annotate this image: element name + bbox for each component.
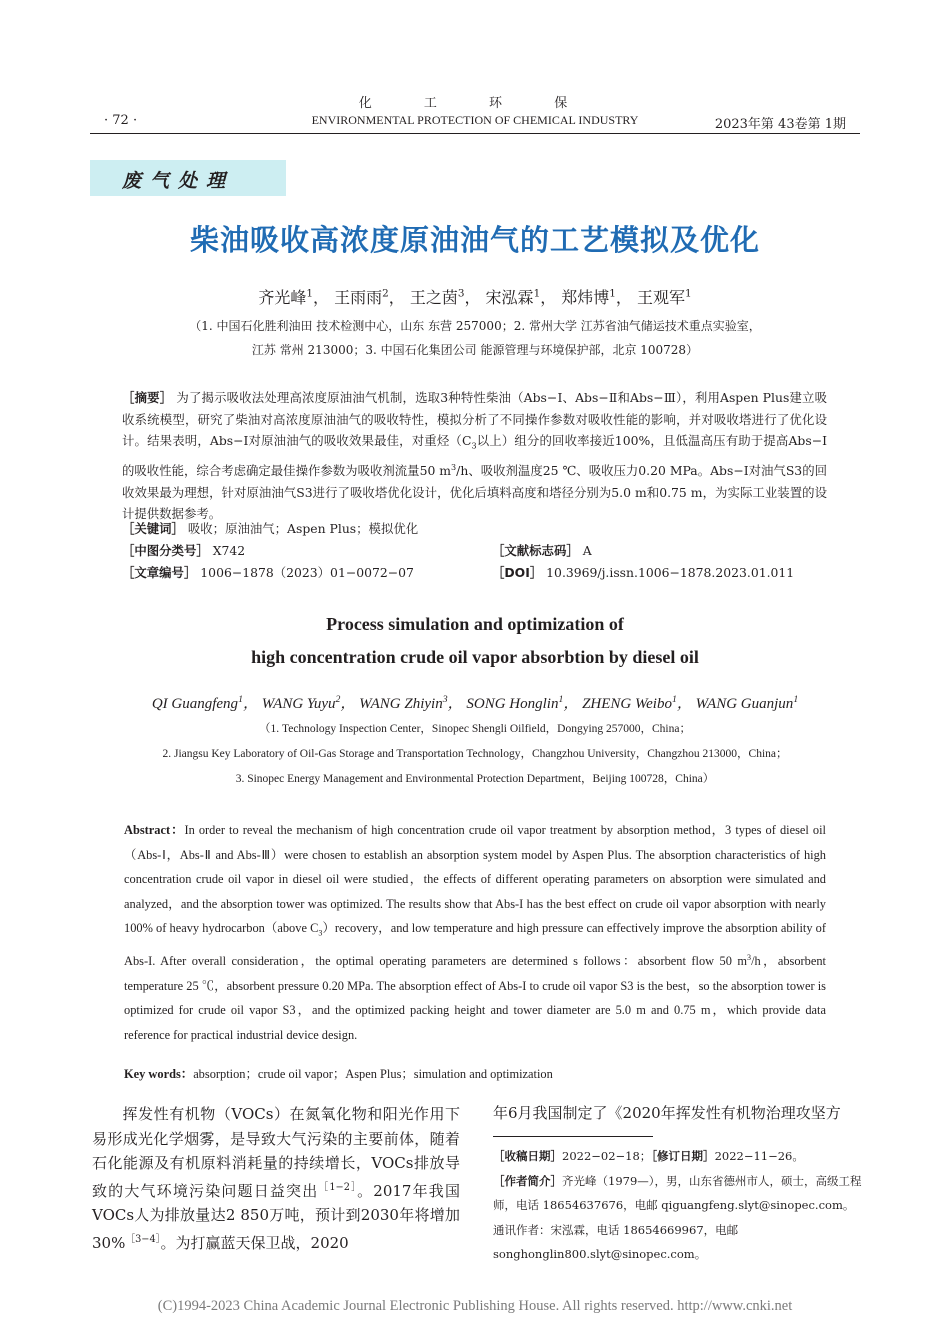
author-affil-sup: 1 bbox=[671, 694, 677, 705]
author-bio-label: ［作者简介］ bbox=[493, 1173, 562, 1188]
author-affil-sup: 1 bbox=[306, 287, 313, 300]
body-text: 。为打赢蓝天保卫战，2020 bbox=[160, 1233, 349, 1252]
article-number bbox=[122, 563, 414, 581]
clc-label: ［中图分类号］ bbox=[122, 543, 209, 558]
citation[interactable]: ［3−4］ bbox=[125, 1233, 161, 1245]
abstract-en bbox=[124, 818, 826, 1047]
affiliation-en-line1: （1. Technology Inspection Center，Sinopec Shengli Oilfield，Dongying 257000，China； bbox=[259, 723, 691, 735]
author-affil-sup: 1 bbox=[533, 287, 541, 300]
issue-info: 2023年第 43卷第 1期 bbox=[714, 117, 846, 132]
page-number: · 72 · bbox=[104, 113, 138, 128]
author-affil-sup: 3 bbox=[442, 694, 448, 705]
revised-date: 2022−11−26。 bbox=[714, 1149, 804, 1163]
affiliation-cn-line2: 江苏 常州 213000；3. 中国石化集团公司 能源管理与环境保护部，北京 100728） bbox=[251, 343, 699, 357]
author-affil-sup: 3 bbox=[457, 287, 465, 300]
abstract-en-text: In order to reveal the mechanism of high concentration crude oil vapor treatment by absorption method，3 types of diesel oil（Abs-Ⅰ，Abs-Ⅱ and Abs-Ⅲ）were chosen to establish an absorption system model by Aspen Plus. The absorption characteristics of high concentration crude oil vapor in diesel oil were studied，the effects of different operating parameters on absorption were simulated and analyzed，and the absorption tower was optimized. The results show that Abs-I has the best effect on crude oil vapor absorption with nearly 100% of heavy hydrocarbon（above C bbox=[124, 823, 826, 935]
affiliation-cn-line1: （1. 中国石化胜利油田 技术检测中心，山东 东营 257000；2. 常州大学 江苏省油气储运技术重点实验室， bbox=[189, 319, 761, 333]
clc-number bbox=[122, 541, 245, 559]
footnote-rule bbox=[493, 1136, 653, 1137]
body-text: 挥发性有机物（VOCs）在氮氧化物和阳光作用下易形成光化学烟雾，是导致大气污染的主要前体，随着石化能源及有机原料消耗量的持续增长，VOCs排放导致的大气环境污染问题日益突出 bbox=[92, 1105, 460, 1200]
body-text-right: 年6月我国制定了《2020年挥发性有机物治理攻坚方 bbox=[493, 1104, 841, 1122]
abstract-cn-sub: 3 bbox=[471, 441, 477, 451]
footnotes bbox=[493, 1144, 867, 1267]
section-label: 废气处理 bbox=[122, 170, 235, 192]
author-affil-sup: 2 bbox=[382, 287, 389, 300]
author-en: SONG Honglin bbox=[466, 696, 559, 712]
author-en: WANG Zhiyin bbox=[359, 696, 443, 712]
abstract-en-sub: 3 bbox=[318, 928, 323, 938]
citation[interactable]: ［1−2］ bbox=[318, 1181, 358, 1193]
doc-code-value: A bbox=[582, 543, 592, 558]
keywords-cn-label: ［关键词］ bbox=[122, 521, 184, 536]
author-bio bbox=[493, 1169, 867, 1218]
author-cn: 齐光峰 bbox=[258, 288, 307, 307]
abstract-en-text: /h，absorbent temperature 25 ℃，absorbent pressure 0.20 MPa. The absorption effect of Abs-I to crude oil vapor S3 is the best，so the absorption tower is optimized for crude oil vapor S3，and the optimized packing height and tower diameter are 5.0 m and 0.75 m，which provide data reference for practical industrial device design. bbox=[124, 954, 827, 1042]
received-label: ［收稿日期］ bbox=[493, 1149, 562, 1163]
author-cn: 郑炜博 bbox=[561, 288, 610, 307]
document-code bbox=[492, 541, 592, 559]
author-en: WANG Yuyu bbox=[261, 696, 336, 712]
author-affil-sup: 1 bbox=[793, 694, 799, 705]
doi-label: ［DOI］ bbox=[492, 565, 543, 580]
header-rule bbox=[90, 133, 860, 134]
body-text-left bbox=[92, 1102, 460, 1255]
doi-value[interactable]: 10.3969/j.issn.1006−1878.2023.01.011 bbox=[546, 565, 795, 580]
doi bbox=[492, 563, 794, 581]
author-en: WANG Guanjun bbox=[695, 696, 794, 712]
affiliation-en-line2: 2. Jiangsu Key Laboratory of Oil-Gas Storage and Transportation Technology，Changzhou University，Changzhou 213000，China； bbox=[162, 748, 788, 760]
copyright-footer: (C)1994-2023 China Academic Journal Electronic Publishing House. All rights reserved. http://www.cnki.net bbox=[157, 1298, 793, 1314]
received-dates bbox=[493, 1144, 867, 1169]
author-affil-sup: 1 bbox=[558, 694, 564, 705]
doc-code-label: ［文献标志码］ bbox=[492, 543, 579, 558]
authors-cn: 齐光峰$^1$， 王雨雨$^2$， 王之茵$^3$， 宋泓霖$^1$， 郑炜博$^1$， 王观军$^1$ bbox=[258, 287, 692, 307]
author-cn: 王雨雨 bbox=[334, 288, 383, 307]
abstract-cn bbox=[122, 387, 827, 525]
title-en-line2: high concentration crude oil vapor absorbtion by diesel oil bbox=[251, 647, 699, 667]
corresponding-author: 通讯作者：宋泓霖，电话 18654669967，电邮 songhonglin800.slyt@sinopec.com。 bbox=[493, 1222, 739, 1261]
author-affil-sup: 1 bbox=[609, 287, 616, 300]
journal-name-cn: 化 工 环 保 bbox=[358, 96, 592, 111]
author-cn: 宋泓霖 bbox=[485, 288, 534, 307]
title-en-line1: Process simulation and optimization of bbox=[326, 614, 624, 634]
title-cn: 柴油吸收高浓度原油油气的工艺模拟及优化 bbox=[189, 223, 760, 257]
affiliation-en-line3: 3. Sinopec Energy Management and Environmental Protection Department，Beijing 100728，China） bbox=[235, 773, 715, 785]
keywords-en-text: absorption；crude oil vapor；Aspen Plus；simulation and optimization bbox=[193, 1067, 553, 1081]
article-no-label: ［文章编号］ bbox=[122, 565, 197, 580]
author-bio-text: 齐光峰（1979—），男，山东省德州市人，硕士，高级工程师，电话 18654637676，电邮 qiguangfeng.slyt@sinopec.com。 bbox=[493, 1173, 862, 1212]
author-cn: 王之茵 bbox=[409, 288, 458, 307]
author-affil-sup: 2 bbox=[335, 694, 341, 705]
keywords-en-label: Key words： bbox=[124, 1067, 194, 1081]
abstract-en-text: ）recovery，and low temperature and high pressure can effectively improve the absorption ability of Abs-I. After overall consideration，the optimal operating parameters are determined s follows：absorbent flow 50 m bbox=[124, 921, 826, 969]
author-affil-sup: 1 bbox=[238, 694, 243, 705]
abstract-en-label: Abstract： bbox=[124, 823, 185, 837]
abstract-cn-label: ［摘要］ bbox=[122, 390, 173, 405]
authors-en: QI Guangfeng$^1$， WANG Yuyu$^2$， WANG Zhiyin$^3$， SONG Honglin$^1$， ZHENG Weibo$^1$， WANG Guanjun$^1$ bbox=[151, 694, 799, 712]
abstract-cn-text: /h、吸收剂温度25 ℃、吸收压力0.20 MPa。Abs−I对油气S3的回收效果最为理想，针对原油油气S3进行了吸收塔优化设计，优化后填料高度和塔径分别为5.0 m和0.75 m，为实际工业装置的设计提供数据参考。 bbox=[122, 463, 827, 522]
revised-label: ［修订日期］ bbox=[651, 1149, 715, 1163]
body-text: 。2017年我国VOCs人为排放量达2 850万吨，预计到2030年将增加30% bbox=[92, 1181, 460, 1252]
article-no-value: 1006−1878（2023）01−0072−07 bbox=[200, 565, 414, 580]
abstract-cn-text: 为了揭示吸收法处理高浓度原油油气机制，选取3种特性柴油（Abs−Ⅰ、Abs−Ⅱ和Abs−Ⅲ），利用Aspen Plus建立吸收系统模型，研究了柴油对高浓度原油油气的吸收特性，模拟分析了不同操作参数对吸收性能的影响，并对吸收塔进行了优化设计。结果表明，Abs−I对原油油气的吸收效果最佳，对重烃（C bbox=[122, 390, 827, 448]
clc-value: X742 bbox=[212, 543, 246, 558]
abstract-en-sup: 3 bbox=[747, 952, 752, 962]
keywords-en bbox=[124, 1064, 553, 1082]
author-en: ZHENG Weibo bbox=[582, 696, 672, 712]
keywords-cn bbox=[122, 519, 418, 537]
abstract-cn-text: 以上）组分的回收率接近100%，且低温高压有助于提高Abs−I的吸收性能，综合考虑确定最佳操作参数为吸收剂流量50 m bbox=[122, 433, 827, 479]
abstract-cn-sup: 3 bbox=[451, 462, 457, 472]
journal-name-en: ENVIRONMENTAL PROTECTION OF CHEMICAL INDUSTRY bbox=[311, 113, 639, 127]
author-cn: 王观军 bbox=[637, 288, 686, 307]
keywords-cn-text: 吸收；原油油气；Aspen Plus；模拟优化 bbox=[187, 521, 419, 536]
author-affil-sup: 1 bbox=[685, 287, 692, 300]
author-en: QI Guangfeng bbox=[151, 696, 239, 712]
received-date: 2022−02−18； bbox=[562, 1149, 652, 1163]
